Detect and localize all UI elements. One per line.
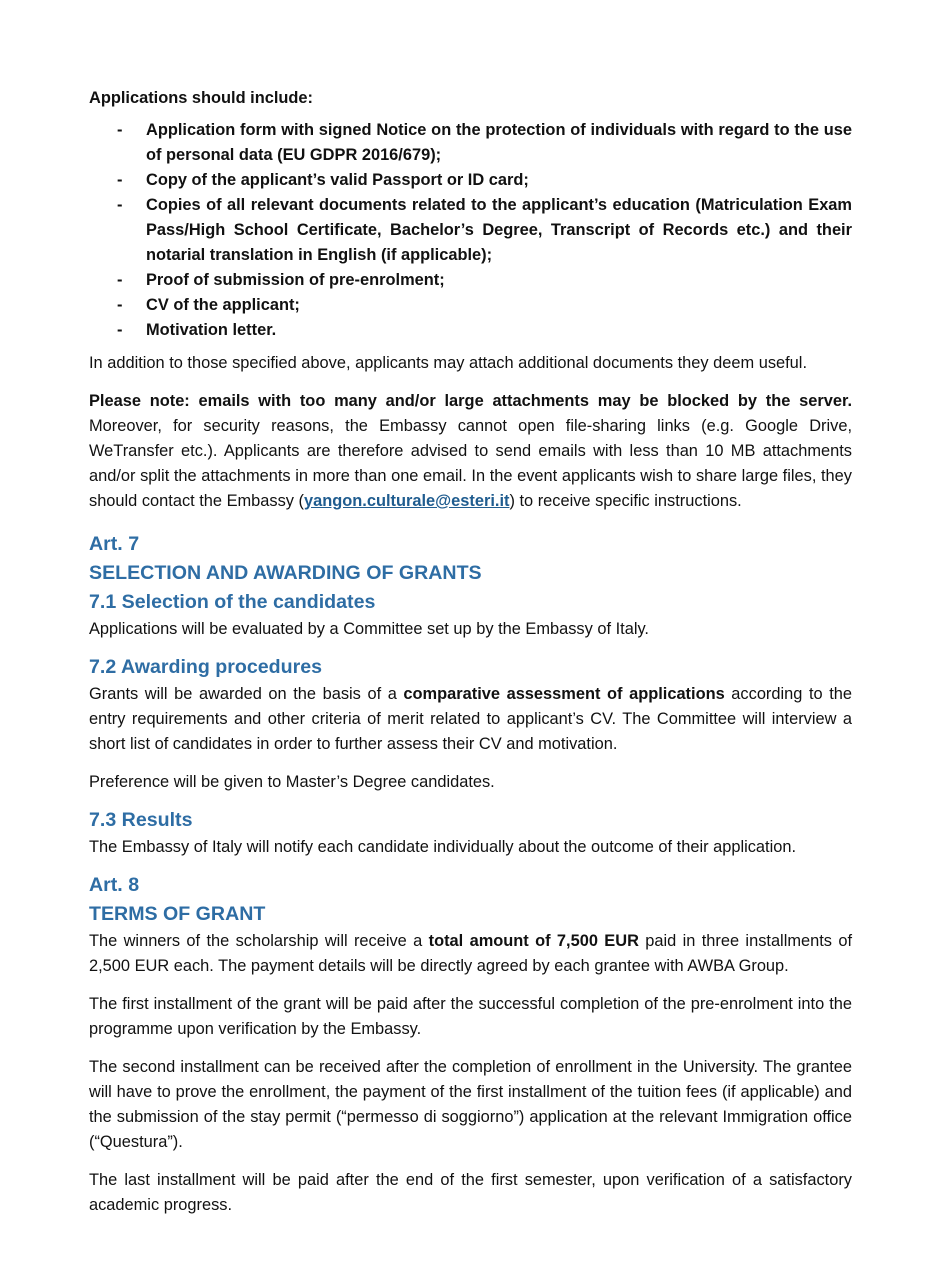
bullet-dash: - [117,321,123,339]
document-page [89,86,852,1218]
section-7-2-title: 7.2 Awarding procedures [89,656,323,678]
section-7-1-title: 7.1 Selection of the candidates [89,591,376,613]
list-item [89,118,852,168]
list-item [89,293,852,318]
list-item [89,168,852,193]
grant-amount-post: paid in three installments of 2,500 EUR each. The payment details will be directly agreed by each grantee with AWBA Group. [89,932,852,975]
list-item-text: CV of the applicant; [146,296,300,314]
email-link[interactable]: yangon.culturale@esteri.it [304,492,510,510]
additional-documents-paragraph: In addition to those specified above, applicants may attach additional documents they deem useful. [89,354,807,372]
section-7-2-bold: comparative assessment of applications [403,685,725,703]
grant-amount-pre: The winners of the scholarship will receive a [89,932,429,950]
list-item [89,268,852,293]
section-7-2-post: according to the entry requirements and other criteria of merit related to applicant’s CV. The Committee will interview a short list of candidates in order to further assess their CV and motivation. [89,685,853,753]
preference-paragraph: Preference will be given to Master’s Degree candidates. [89,773,495,791]
list-item-text: Copies of all relevant documents related to the applicant’s education (Matriculation Exam Pass/High School Certificate, Bachelor’s Degree, Transcript of Records etc.) and their notarial translation in English (if applicable); [146,196,852,264]
bullet-dash: - [117,196,123,214]
note-tail: ) to receive specific instructions. [509,492,742,510]
bullet-dash: - [117,271,123,289]
grant-amount-paragraph [89,929,852,979]
note-text: Moreover, for security reasons, the Embassy cannot open file-sharing links (e.g. Google Drive, WeTransfer etc.). Applicants are therefore advised to send emails with less than 10 MB attachments and/or split the attachments in more than one email. In the event applicants wish to share large files, they should contact the Embassy ( [89,417,852,510]
note-paragraph [89,389,852,514]
bullet-dash: - [117,171,123,189]
intro-heading: Applications should include: [89,89,314,107]
art7-title: SELECTION AND AWARDING OF GRANTS [89,562,482,584]
last-installment-paragraph: The last installment will be paid after the end of the first semester, upon verification of a satisfactory academic progress. [89,1171,852,1214]
second-installment-paragraph: The second installment can be received after the completion of enrollment in the University. The grantee will have to prove the enrollment, the payment of the first installment of the tuition fees (if applicable) and the submission of the stay permit (“permesso di soggiorno”) application at the relevant Immigration office (“Questura”). [89,1058,852,1151]
section-7-2-text [89,682,852,757]
first-installment-paragraph: The first installment of the grant will be paid after the successful completion of the pre-enrolment into the programme upon verification by the Embassy. [89,995,852,1038]
section-7-3-title: 7.3 Results [89,809,193,831]
list-item-text: Proof of submission of pre-enrolment; [146,271,445,289]
list-item-text: Copy of the applicant’s valid Passport or ID card; [146,171,529,189]
list-item [89,193,852,268]
list-item-text: Application form with signed Notice on the protection of individuals with regard to the use of personal data (EU GDPR 2016/679); [146,121,852,164]
note-bold: Please note: emails with too many and/or large attachments may be blocked by the server. [89,392,852,410]
section-7-2-pre: Grants will be awarded on the basis of a [89,685,404,703]
list-item-text: Motivation letter. [146,321,277,339]
art8-title: TERMS OF GRANT [89,903,266,925]
section-7-3-text: The Embassy of Italy will notify each candidate individually about the outcome of their application. [89,838,797,856]
art7-label: Art. 7 [89,533,140,555]
requirements-list [89,118,852,343]
art8-label: Art. 8 [89,874,140,896]
section-7-1-text: Applications will be evaluated by a Committee set up by the Embassy of Italy. [89,620,649,638]
grant-amount-bold: total amount of 7,500 EUR [428,932,639,950]
bullet-dash: - [117,296,123,314]
list-item [89,318,852,343]
bullet-dash: - [117,121,123,139]
